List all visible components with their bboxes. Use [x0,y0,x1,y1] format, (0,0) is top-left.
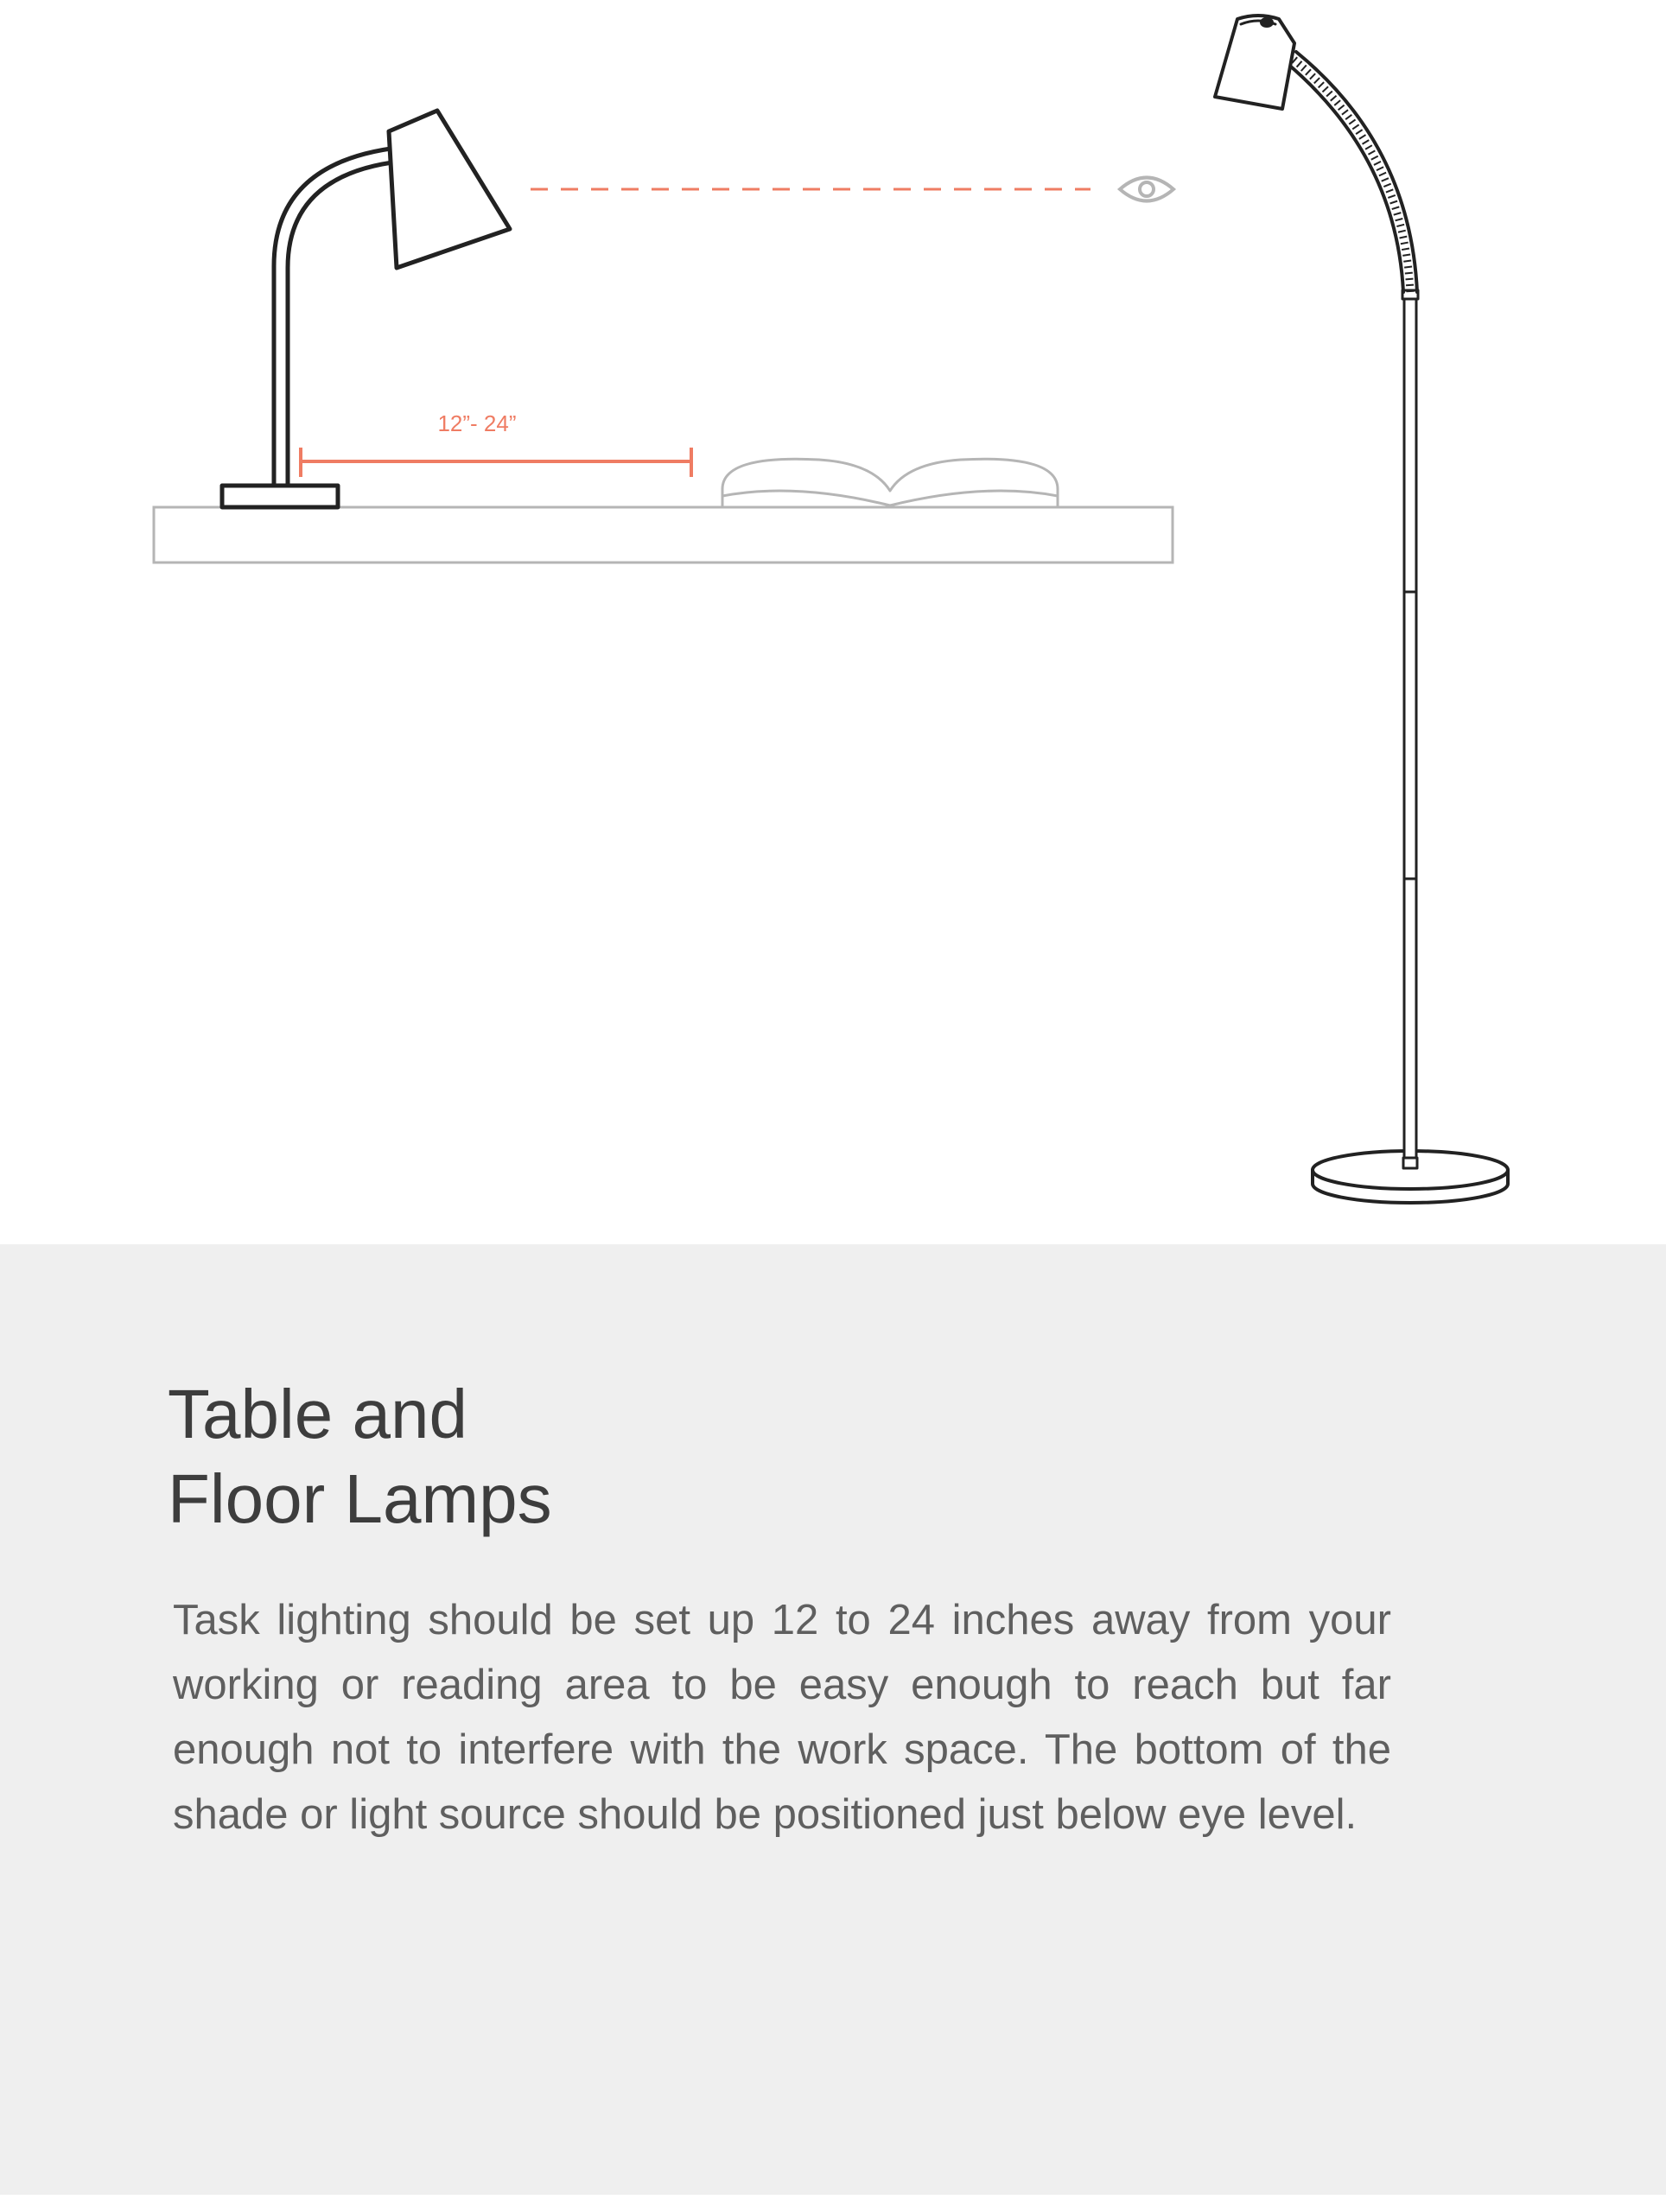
desk-lamp-icon [222,111,510,507]
distance-label: 12”- 24” [437,410,517,436]
info-panel [0,1244,1666,2195]
desk-lamp-arm [274,149,391,486]
floor-lamp-shade [1215,16,1294,109]
desk-lamp-arm-inner [288,162,392,486]
floor-lamp-gooseneck [1286,62,1403,292]
title-line-2: Floor Lamps [168,1460,552,1537]
table-surface [154,507,1173,563]
desk-lamp-shade [389,111,510,268]
distance-measure [301,448,691,477]
page-title [168,1372,552,1541]
eye-icon [1120,178,1173,201]
floor-lamp-pole [1404,296,1416,1158]
body-paragraph: Task lighting should be set up 12 to 24 inches away from your working or reading area to be easy enough to reach but far enough not to interfere with the work space. The bottom of the shade or light source should be positioned just below eye level. [173,1597,1391,1838]
desk-lamp-base [222,486,338,507]
open-book-icon [722,459,1058,507]
title-line-1: Table and [168,1376,467,1452]
floor-lamp-icon [1215,16,1508,1203]
